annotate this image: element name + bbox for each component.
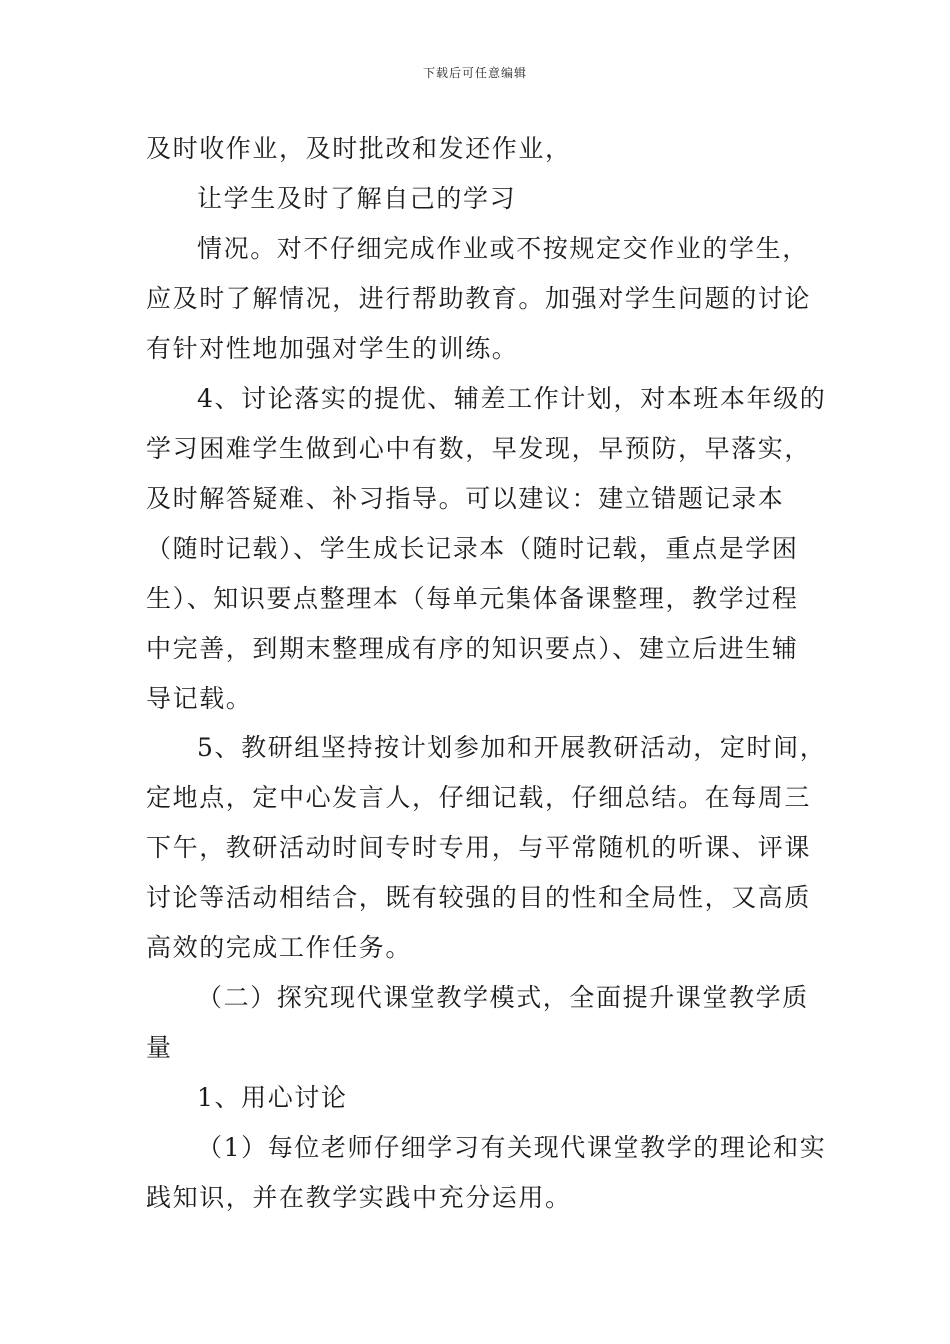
text-line: 让学生及时了解自己的学习 bbox=[197, 184, 517, 213]
text-line: 践知识，并在教学实践中充分运用。 bbox=[146, 1183, 572, 1212]
text-line: 及时收作业，及时批改和发还作业， bbox=[146, 134, 572, 163]
text-line: 学习困难学生做到心中有数，早发现，早预防，早落实， bbox=[146, 434, 812, 463]
text-line: 4、讨论落实的提优、辅差工作计划，对本班本年级的 bbox=[197, 384, 827, 413]
text-line: 量 bbox=[146, 1033, 173, 1062]
text-line: （随时记载）、学生成长记录本（随时记载，重点是学困 bbox=[146, 534, 799, 563]
text-line: 导记载。 bbox=[146, 684, 253, 713]
text-line: 及时解答疑难、补习指导。可以建议：建立错题记录本 bbox=[146, 484, 785, 513]
text-line: 生）、知识要点整理本（每单元集体备课整理，教学过程 bbox=[146, 584, 799, 613]
text-line: 5、教研组坚持按计划参加和开展教研活动，定时间， bbox=[197, 733, 827, 762]
text-line: 讨论等活动相结合，既有较强的目的性和全局性，又高质 bbox=[146, 883, 812, 912]
text-line: 1、用心讨论 bbox=[197, 1083, 348, 1112]
page-header: 下载后可任意编辑 bbox=[422, 66, 527, 80]
text-line: 高效的完成工作任务。 bbox=[146, 933, 413, 962]
text-line: （1）每位老师仔细学习有关现代课堂教学的理论和实 bbox=[197, 1133, 827, 1162]
text-line: 情况。对不仔细完成作业或不按规定交作业的学生， bbox=[197, 234, 809, 263]
text-line: 定地点，定中心发言人，仔细记载，仔细总结。在每周三 bbox=[146, 783, 812, 812]
text-line: 有针对性地加强对学生的训练。 bbox=[146, 334, 519, 363]
text-line: 下午，教研活动时间专时专用，与平常随机的听课、评课 bbox=[146, 833, 812, 862]
text-line: （二）探究现代课堂教学模式，全面提升课堂教学质 bbox=[197, 983, 809, 1012]
text-line: 应及时了解情况，进行帮助教育。加强对学生问题的讨论 bbox=[146, 284, 812, 313]
text-line: 中完善，到期末整理成有序的知识要点）、建立后进生辅 bbox=[146, 634, 799, 663]
